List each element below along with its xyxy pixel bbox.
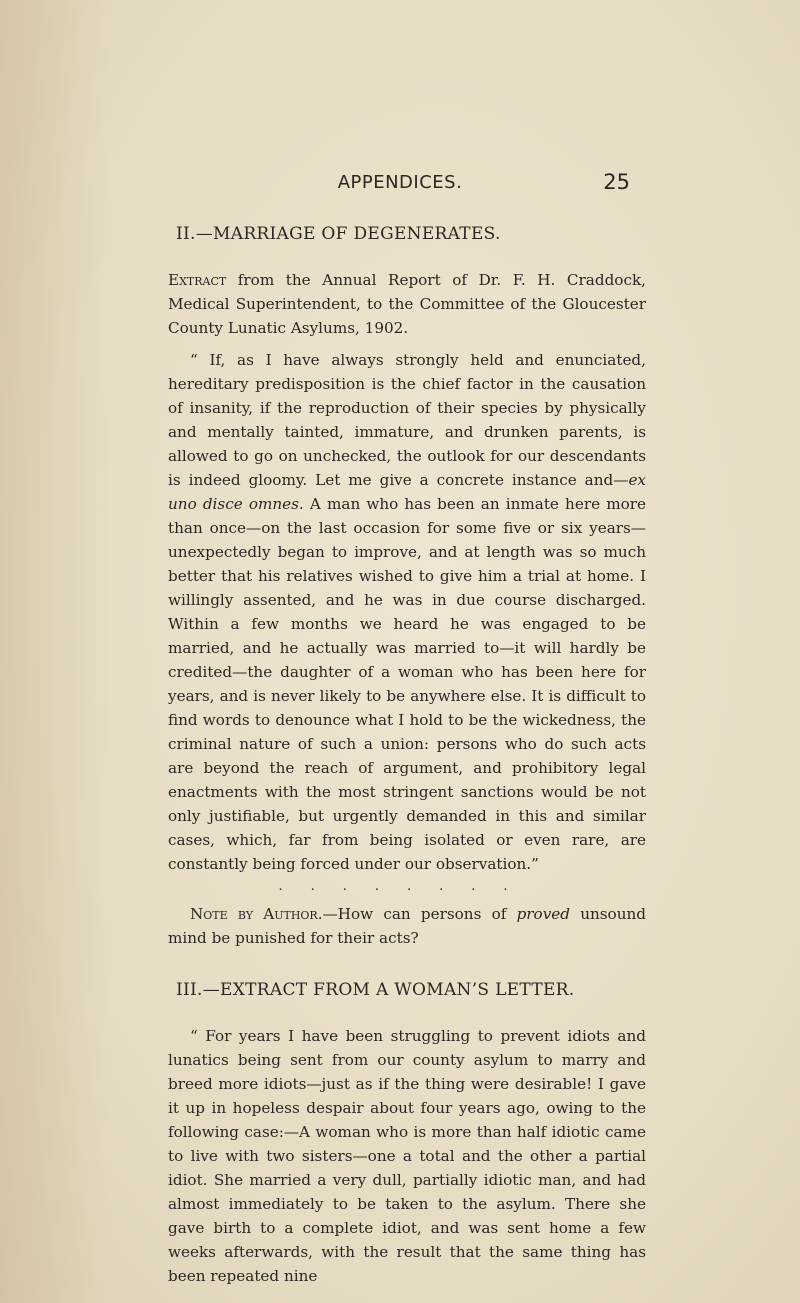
running-head <box>0 172 800 196</box>
letter-paragraph: “ For years I have been struggling to prevent idiots and lunatics being sent from our county asylum to marry and breed more idiots—just as if the thing were desirable! I gave it up in hopeless despair about four years ago, owing to the following case:—A woman who is more than half idiotic came to live with two sisters—one a total and the other a partial idiot. She married a very dull, partially idiotic man, and had almost immediately to be taken to the asylum. There she gave birth to a complete idiot, and was sent home a few weeks afterwards, with the result that the same thing has been repeated nine <box>168 1027 646 1285</box>
extract-source: from the Annual Report of Dr. F. H. Craddock, Medical Superintendent, to the Committee of the Gloucester County Lunatic Asylums, 1902. <box>168 271 646 337</box>
section-heading-marriage: II.—MARRIAGE OF DEGENERATES. <box>176 224 501 244</box>
extract-label: Extract <box>168 271 227 289</box>
running-title: APPENDICES. <box>337 172 463 193</box>
note-text-a: —How can persons of <box>322 905 517 923</box>
ellipsis-row: ........ <box>278 879 536 894</box>
author-note <box>168 902 646 950</box>
latin-phrase: ex uno disce omnes. <box>168 471 646 513</box>
note-text-b: unsound mind be punished for their acts? <box>168 905 646 947</box>
extract-intro <box>168 268 646 340</box>
note-label: Note by Author. <box>190 905 323 923</box>
quoted-report-paragraph <box>168 348 646 876</box>
page-body <box>168 222 646 1288</box>
page-number: 25 <box>603 170 630 194</box>
section-heading-letter: III.—EXTRACT FROM A WOMAN’S LETTER. <box>176 980 575 1000</box>
quote-text-b: A man who has been an inmate here more than once—on the last occasion for some five or six years—unexpectedly began to improve, and at length was so much better that his relatives wished to give him a trial at home. I willingly assented, and he was in due course discharged. Within a few months we heard he was engaged to be married, and he actually was married to—it will hardly be credited—the daughter of a woman who has been here for years, and is never likely to be anywhere else. It is difficult to find words to denounce what I hold to be the wickedness, the criminal nature of such a union: persons who do such acts are beyond the reach of argument, and prohibitory legal enactments with the most stringent sanctions would be not only justifiable, but urgently demanded in this and similar cases, which, far from being isolated or even rare, are constantly being forced under our observation.” <box>168 495 646 873</box>
quote-text-a: “ If, as I have always strongly held and enunciated, hereditary predisposition is the chief factor in the causation of insanity, if the reproduction of their species by physically and mentally tainted, immature, and drunken parents, is allowed to go on unchecked, the outlook for our descendants is indeed gloomy. Let me give a concrete instance and— <box>168 351 646 489</box>
note-emphasis: proved <box>516 905 570 923</box>
